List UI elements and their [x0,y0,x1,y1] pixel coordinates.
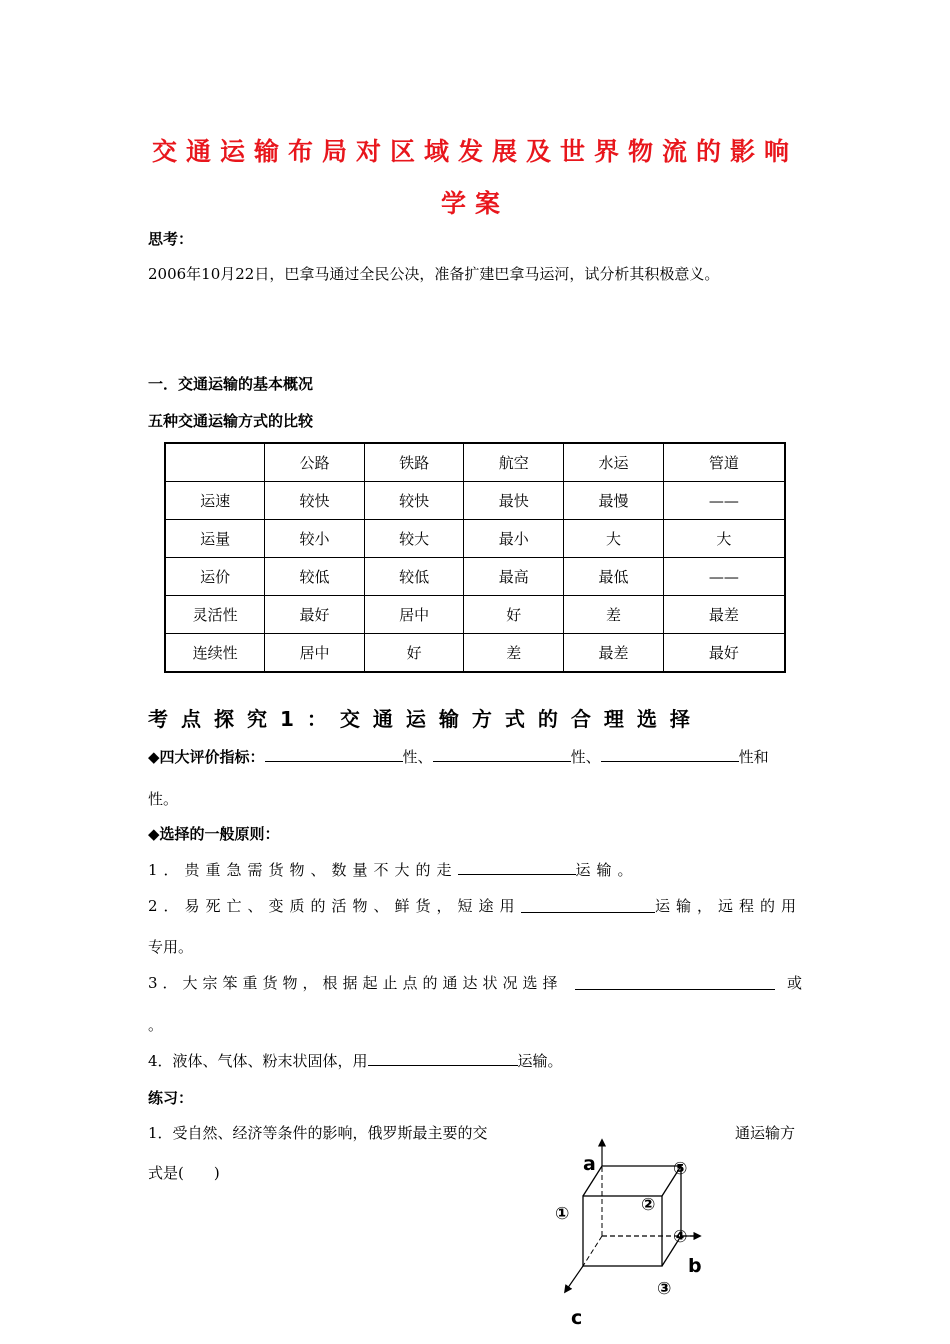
table-cell: 最快 [464,482,564,520]
table-header-cell: 铁路 [364,443,464,482]
fill-blank[interactable] [458,860,576,875]
table-cell: 最低 [564,558,664,596]
fill-blank[interactable] [265,747,403,762]
principle-text: 3．大宗笨重货物，根据起止点的通达状况选择 [148,974,563,992]
fill-blank[interactable] [601,747,739,762]
table-row [165,596,785,634]
table-cell: 最好 [265,596,365,634]
principle-text: 1．贵重急需货物、数量不大的走 [148,861,458,879]
table-row [165,558,785,596]
document-subtitle: 学案 [440,189,509,218]
section1-heading: 一．交通运输的基本概况 [148,375,314,393]
table-header-cell: 管道 [663,443,785,482]
think-label: 思考： [148,230,194,248]
exam-heading: 考点探究1：交通运输方式的合理选择 [148,707,703,731]
marker-3: ③ [657,1279,672,1299]
table-cell: 好 [364,634,464,673]
principle-text: 运输。 [575,861,639,879]
practice-question-1-tail: 式是( ) [148,1164,220,1182]
principle-4 [148,1050,563,1071]
table-cell: 较低 [364,558,464,596]
think-text: 2006年10月22日，巴拿马通过全民公决，准备扩建巴拿马运河，试分析其积极意义。 [148,265,720,283]
cube-figure [545,1132,725,1332]
table-cell: 差 [464,634,564,673]
cube-visible-edges [583,1166,681,1266]
table-cell: 连续性 [165,634,265,673]
indicators-sep: 性、 [570,748,601,766]
table-cell: 居中 [265,634,365,673]
principle-text: 运输，远程的用 [654,897,802,915]
principle-2 [148,895,802,916]
table-header-cell [165,443,265,482]
axis-c-arrow [565,1266,583,1292]
indicators-sep: 性、 [402,748,433,766]
table-cell: 好 [464,596,564,634]
principle-text: 运输。 [517,1052,563,1070]
table-cell: 运速 [165,482,265,520]
table-cell: 运量 [165,520,265,558]
section1-subheading: 五种交通运输方式的比较 [148,412,314,430]
axis-b-label: b [688,1255,702,1277]
table-cell: 最好 [663,634,785,673]
principle-text: 2．易死亡、变质的活物、鲜货，短途用 [148,897,521,915]
axis-a-label: a [583,1153,596,1175]
principle-1 [148,859,639,880]
indicators-label: ◆四大评价指标： [148,748,265,766]
table-cell: 运价 [165,558,265,596]
fill-blank[interactable] [575,975,775,990]
table-cell: 较低 [265,558,365,596]
table-header-cell: 航空 [464,443,564,482]
marker-1: ① [555,1204,570,1224]
table-cell: 居中 [364,596,464,634]
document-title: 交通运输布局对区域发展及世界物流的影响 [151,137,798,166]
table-header-cell: 水运 [564,443,664,482]
principle-3 [148,972,802,993]
table-cell: 最小 [464,520,564,558]
fill-blank[interactable] [521,898,655,913]
table-cell: 较快 [265,482,365,520]
marker-2: ② [641,1195,656,1215]
principle-text: 4．液体、气体、粉末状固体，用 [148,1052,368,1070]
table-cell: 较大 [364,520,464,558]
indicators-tail: 性。 [148,790,179,808]
principle-3-tail: 。 [148,1016,164,1034]
fill-blank[interactable] [368,1051,518,1066]
principle-text: 或 [786,974,802,992]
axis-c-label: c [571,1307,583,1329]
table-cell: 最差 [663,596,785,634]
table-cell: 差 [564,596,664,634]
table-header-cell: 公路 [265,443,365,482]
table-cell: 最差 [564,634,664,673]
table-cell: 较快 [364,482,464,520]
table-cell: 大 [663,520,785,558]
fill-blank[interactable] [433,747,571,762]
indicators-line [148,746,769,767]
table-cell: 较小 [265,520,365,558]
marker-5: ⑤ [673,1159,688,1179]
indicators-sep: 性和 [738,748,769,766]
table-row [165,520,785,558]
table-row [165,634,785,673]
table-cell: 最慢 [564,482,664,520]
practice-label: 练习： [148,1089,194,1107]
practice-question-1: 1．受自然、经济等条件的影响，俄罗斯最主要的交 [148,1124,488,1142]
marker-4: ④ [673,1227,688,1247]
table-header-row [165,443,785,482]
principle-2-tail: 专用。 [148,938,194,956]
principles-label: ◆选择的一般原则： [148,825,280,843]
practice-question-1-cont: 通运输方 [735,1124,796,1142]
table-cell: 最高 [464,558,564,596]
table-cell: —— [663,482,785,520]
table-cell: 灵活性 [165,596,265,634]
transport-comparison-table [164,442,786,673]
table-row [165,482,785,520]
table-cell: 大 [564,520,664,558]
table-cell: —— [663,558,785,596]
